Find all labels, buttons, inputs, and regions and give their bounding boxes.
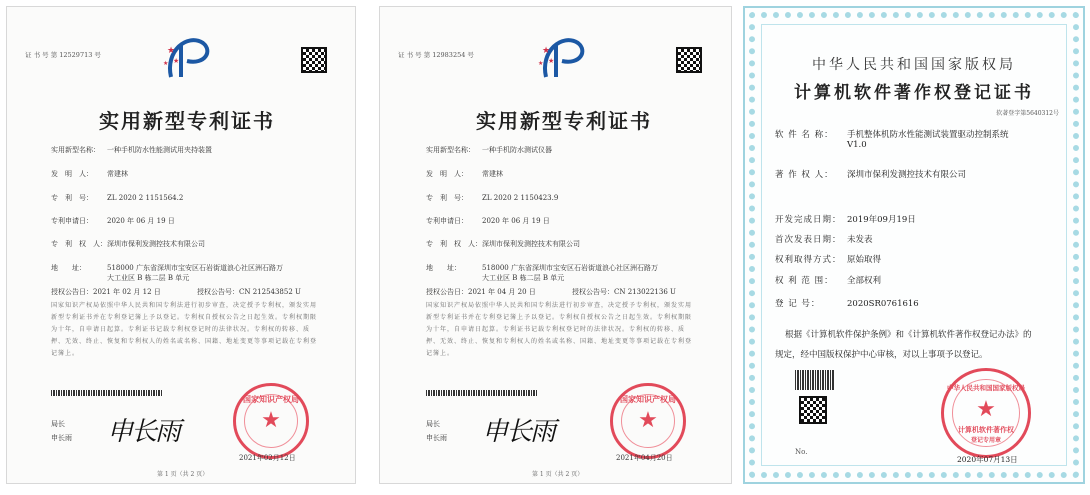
field-label: 专利申请日： xyxy=(426,217,468,225)
signer-name: 申长雨 xyxy=(51,434,72,442)
seal-bottom-text-2: 登记专用章 xyxy=(970,437,1001,444)
field-value: ZL 2020 2 1151564.2 xyxy=(107,194,184,202)
field-label: 发 明 人： xyxy=(51,170,93,178)
field-row xyxy=(426,216,550,226)
serial-number xyxy=(795,448,807,456)
field-row xyxy=(426,169,503,179)
certificate-number: 证 书 号 第 12983254 号 xyxy=(398,51,474,59)
page-number: 第 1 页（共 2 页） xyxy=(157,471,209,478)
field-row xyxy=(775,233,873,245)
field-value: 2020 年 06 月 19 日 xyxy=(107,217,175,225)
svg-text:★: ★ xyxy=(548,57,555,65)
seal-top-text: 中华人民共和国国家版权局 xyxy=(947,384,1025,392)
field-row xyxy=(775,297,919,309)
statement-line-2: 规定，经中国版权保护中心审核，对以上事项予以登记。 xyxy=(775,350,988,360)
field-label: 实用新型名称： xyxy=(51,146,100,154)
seal-star-icon: ★ xyxy=(976,397,996,422)
certificate-number: 证 书 号 第 12529713 号 xyxy=(25,51,101,59)
barcode xyxy=(426,390,538,396)
signer-title: 局长 xyxy=(426,420,440,428)
qr-code xyxy=(676,47,702,73)
grant-number: 授权公告号：CN 213022136 U xyxy=(572,288,676,296)
official-seal xyxy=(610,383,686,459)
signer-title: 局长 xyxy=(51,420,65,428)
issue-date: 2020年07月13日 xyxy=(957,455,1018,464)
seal-star-icon: ★ xyxy=(261,408,281,433)
serial-label: No. xyxy=(795,448,808,456)
field-row xyxy=(775,140,867,150)
field-value: 518000 广东省深圳市宝安区石岩街道浪心社区洲石路万 xyxy=(482,264,658,272)
certificate-title: 实用新型专利证书 xyxy=(476,109,652,133)
field-label: 发 明 人： xyxy=(426,170,468,178)
field-label: 权 利 范 围： xyxy=(775,276,834,286)
cnipa-logo-icon xyxy=(532,31,592,81)
page-number: 第 1 页（共 2 页） xyxy=(532,471,584,478)
field-value: 深圳市保利发测控技术有限公司 xyxy=(482,240,580,248)
field-value: 常建林 xyxy=(107,170,128,178)
field-label: 专 利 权 人： xyxy=(426,240,482,248)
field-value: 2019年09月19日 xyxy=(847,215,916,225)
field-row xyxy=(51,216,175,226)
seal-text: 国家知识产权局 xyxy=(620,394,676,404)
field-row xyxy=(51,169,128,179)
field-label: 开发完成日期： xyxy=(775,215,842,225)
field-value: 一种手机防水测试仪器 xyxy=(482,146,552,154)
seal-star-icon: ★ xyxy=(638,408,658,433)
field-value: 深圳市保利发测控技术有限公司 xyxy=(847,170,967,180)
barcode xyxy=(51,390,163,396)
registration-number: 软著登字第5640312号 xyxy=(996,110,1059,117)
field-row xyxy=(51,145,212,155)
signer-block xyxy=(51,417,72,445)
field-label: 专 利 号： xyxy=(426,194,468,202)
field-label: 专 利 号： xyxy=(51,194,93,202)
software-copyright-certificate xyxy=(743,6,1085,484)
field-row xyxy=(775,128,1009,140)
qr-code xyxy=(799,396,827,424)
svg-text:★: ★ xyxy=(173,57,180,65)
field-value: 一种手机防水性能测试用夹持装置 xyxy=(107,146,212,154)
field-label: 地 址： xyxy=(426,264,461,272)
field-value: 全部权利 xyxy=(847,276,882,286)
field-row xyxy=(775,253,881,265)
patent-certificate-2 xyxy=(379,6,732,484)
field-row xyxy=(51,193,183,203)
field-label: 实用新型名称： xyxy=(426,146,475,154)
seal-date: 2021年04月20日 xyxy=(616,454,673,462)
field-row xyxy=(51,239,205,249)
field-value: 未发表 xyxy=(847,235,873,245)
certificate-title: 实用新型专利证书 xyxy=(99,109,275,133)
field-value: 518000 广东省深圳市宝安区石岩街道浪心社区洲石路万 xyxy=(107,264,283,272)
field-value: 大工业区 B 栋二层 B 单元 xyxy=(107,274,190,282)
qr-code xyxy=(301,47,327,73)
field-value: 2020SR0761616 xyxy=(847,299,919,309)
seal-bottom-text-1: 计算机软件著作权 xyxy=(958,425,1014,434)
cnipa-logo-icon xyxy=(157,31,217,81)
field-row xyxy=(426,145,552,155)
grant-number: 授权公告号：CN 212543852 U xyxy=(197,288,301,296)
field-label: 软 件 名 称： xyxy=(775,130,834,140)
field-row xyxy=(775,274,881,286)
svg-text:★: ★ xyxy=(163,60,169,67)
field-value: 2020 年 06 月 19 日 xyxy=(482,217,550,225)
field-value: 大工业区 B 栋二层 B 单元 xyxy=(482,274,565,282)
field-value: 深圳市保利发测控技术有限公司 xyxy=(107,240,205,248)
svg-text:★: ★ xyxy=(542,46,551,56)
seal-text: 国家知识产权局 xyxy=(243,394,299,404)
field-row xyxy=(775,168,966,180)
field-row xyxy=(426,239,580,249)
issuer-title: 中华人民共和国国家版权局 xyxy=(812,57,1016,73)
field-value: ZL 2020 2 1150423.9 xyxy=(482,194,559,202)
field-row xyxy=(426,273,564,283)
seal-date: 2021年02月12日 xyxy=(239,454,296,462)
field-label: 专利申请日： xyxy=(51,217,93,225)
field-row xyxy=(426,193,558,203)
field-value: 手机整体机防水性能测试装置驱动控制系统 xyxy=(847,130,1009,140)
svg-text:★: ★ xyxy=(167,46,176,56)
certificate-title: 计算机软件著作权登记证书 xyxy=(794,83,1034,103)
grant-date: 授权公告日：2021 年 02 月 12 日 xyxy=(51,288,161,296)
field-label: 地 址： xyxy=(51,264,86,272)
signer-name: 申长雨 xyxy=(426,434,447,442)
copyright-seal xyxy=(941,368,1031,458)
field-row xyxy=(426,263,658,273)
field-value: 原始取得 xyxy=(847,255,882,265)
official-seal xyxy=(233,383,309,459)
field-row xyxy=(775,213,916,225)
field-label: 专 利 权 人： xyxy=(51,240,107,248)
field-label: 著 作 权 人： xyxy=(775,170,834,180)
grant-date: 授权公告日：2021 年 04 月 20 日 xyxy=(426,288,536,296)
svg-text:★: ★ xyxy=(538,60,544,67)
barcode xyxy=(795,370,835,390)
field-row xyxy=(51,263,283,273)
legal-paragraph: 国家知识产权局依照中华人民共和国专利法进行初步审查，决定授予专利权，颁发实用新型专利证书并在专利登记簿上予以登记。专利权自授权公告之日起生效。专利权期限为十年，自申请日起算。专利证书记载专利权登记时的法律状况。专利权的转移、质押、无效、终止、恢复和专利权人的姓名或名称、国籍、地址变更等事项记载在专利登记簿上。 xyxy=(51,302,318,357)
signature: 申长雨 xyxy=(482,417,555,447)
field-label: 权利取得方式： xyxy=(775,255,842,265)
field-label: 首次发表日期： xyxy=(775,235,842,245)
signature: 申长雨 xyxy=(107,417,180,447)
legal-paragraph: 国家知识产权局依照中华人民共和国专利法进行初步审查，决定授予专利权，颁发实用新型专利证书并在专利登记簿上予以登记。专利权自授权公告之日起生效。专利权期限为十年，自申请日起算。专利证书记载专利权登记时的法律状况。专利权的转移、质押、无效、终止、恢复和专利权人的姓名或名称、国籍、地址变更等事项记载在专利登记簿上。 xyxy=(426,302,693,357)
field-label: 登 记 号： xyxy=(775,299,821,309)
field-value: 常建林 xyxy=(482,170,503,178)
signer-block xyxy=(426,417,447,445)
patent-certificate-1 xyxy=(6,6,356,484)
statement-line-1: 根据《计算机软件保护条例》和《计算机软件著作权登记办法》的 xyxy=(785,330,1032,340)
field-row xyxy=(51,273,189,283)
field-value: V1.0 xyxy=(847,140,867,150)
